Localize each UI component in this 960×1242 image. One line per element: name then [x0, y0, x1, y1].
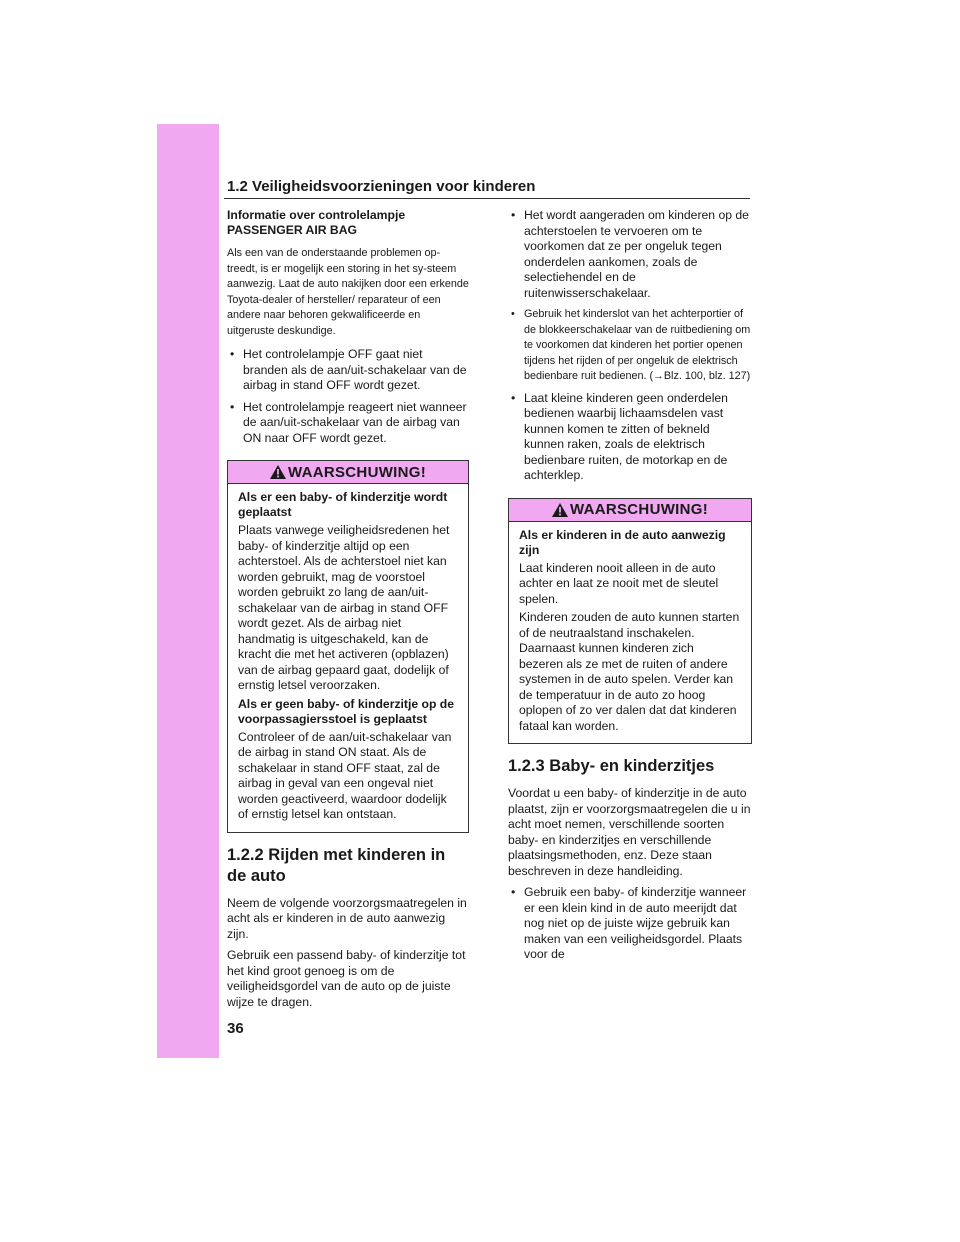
list-item — [508, 208, 752, 301]
warning-triangle-icon — [552, 503, 568, 517]
right-column — [508, 208, 752, 969]
page-number: 36 — [227, 1020, 244, 1037]
bullet-dot-icon: • — [511, 208, 516, 222]
warning-title: WAARSCHUWING! — [287, 463, 427, 481]
warning-header — [509, 499, 751, 522]
indicator-heading-line2: PASSENGER AIR BAG — [227, 223, 358, 237]
indicator-intro: Als een van de onderstaande problemen op-treedt, is er mogelijk een storing in het sy-steem aanwezig. Laat de auto nakijken door een erkende Toyota-dealer of hersteller/ reparateur of een andere naar behoren gekwalificeerde en uitgeruste deskundige. — [227, 247, 469, 337]
warning-text: Controleer of de aan/uit-schakelaar van de airbag in stand ON staat. Als de schakelaar in stand OFF staat, zal de airbag in geval van een ongeval niet worden geactiveerd, waardoor dodelijk of ernstig letsel kan ontstaan. — [238, 729, 452, 821]
paragraph: Gebruik een passend baby- of kinderzitje tot het kind groot genoeg is om de veiligheidsgordel van de auto op de juiste wijze te dragen. — [227, 948, 466, 1009]
list-item-text: Het wordt aangeraden om kinderen op de achterstoelen te vervoeren om te voorkomen dat ze per ongeluk tegen onderdelen aankomen, zoals de selectiehendel en de ruitenwisserschakelaar. — [524, 208, 749, 300]
warning-subheading: Als er een baby- of kinderzitje wordt geplaatst — [238, 490, 448, 519]
warning-body — [228, 484, 468, 832]
warning-text: Plaats vanwege veiligheidsredenen het baby- of kinderzitje altijd op een achterstoel. Als de achterstoel niet kan worden gebruikt, mag de voorstoel worden gebruikt zo lang de aan/uit-schakelaar van de airbag in stand OFF wordt gezet. Als de airbag niet handmatig is uitgeschakeld, kan de kracht die met het activeren (opblazen) van de airbag gepaard gaat, dodelijk of ernstig letsel veroorzaken. — [238, 523, 450, 692]
bullet-dot-icon: • — [511, 390, 516, 405]
list-item-text: Gebruik een baby- of kinderzitje wanneer er een klein kind in de auto meerijdt dat nog niet op de juiste wijze gebruik kan maken van een veiligheidsgordel. Plaats voor de — [524, 885, 747, 961]
list-item-text: Het controlelampje reageert niet wanneer de aan/uit-schakelaar van de airbag van ON naar OFF wordt gezet. — [243, 399, 467, 445]
bullet-dot-icon: • — [511, 308, 515, 320]
warning-title: WAARSCHUWING! — [569, 501, 709, 518]
section-heading: 1.2.2 Rijden met kinderen in de auto — [227, 845, 446, 885]
bullet-dot-icon: • — [230, 399, 235, 414]
warning-text: Kinderen zouden de auto kunnen starten of de neutraalstand inschakelen. Daarnaast kunnen kinderen zich bezeren als ze met de ruiten of andere systemen in de auto spelen. Verder kan de temperatuur in de auto zo hoog oplopen of zo ver dalen dat dat kinderen fataal kan worden. — [519, 610, 740, 733]
bullet-dot-icon: • — [511, 885, 516, 899]
list-item-text: Gebruik het kinderslot van het achterportier of de blokkeerschakelaar van de ruitbediening om te voorkomen dat kinderen het portier openen tijdens het rijden of per ongeluk de elektrisch bedienbare ruit bedienen. (→Blz. 100, blz. 127) — [524, 308, 751, 382]
warning-box — [227, 460, 469, 833]
list-item — [508, 391, 752, 484]
list-item-text: Laat kleine kinderen geen onderdelen bedienen waarbij lichaamsdelen vast kunnen komen te zitten of bekneld kunnen raken, zoals de elektrisch bedienbare ruiten, de motorkap en de achterklep. — [524, 390, 728, 482]
warning-subheading: Als er geen baby- of kinderzitje op de voorpassagiersstoel is geplaatst — [238, 696, 455, 726]
paragraph: Voordat u een baby- of kinderzitje in de auto plaatst, zijn er voorzorgsmaatregelen die u in acht moet nemen, verschillende soorten baby- en kinderzitjes en verschillende plaatsingsmethoden, enz. Deze staan beschreven in deze handleiding. — [508, 786, 751, 878]
list-item — [508, 307, 752, 385]
list-item — [227, 347, 469, 394]
list-item — [227, 400, 469, 447]
left-column — [227, 208, 469, 1016]
warning-box — [508, 498, 752, 745]
warning-triangle-icon — [270, 465, 286, 479]
list-item — [508, 885, 752, 963]
warning-text: Laat kinderen nooit alleen in de auto achter en laat ze nooit met de sleutel spelen. — [519, 560, 719, 606]
section-heading: 1.2.3 Baby- en kinderzitjes — [508, 757, 715, 775]
list-item-text: Het controlelampje OFF gaat niet branden als de aan/uit-schakelaar van de airbag in stand OFF wordt gezet. — [243, 347, 467, 392]
bullet-dot-icon: • — [230, 347, 235, 361]
side-tab-marker — [157, 124, 219, 1058]
warning-header — [228, 461, 468, 484]
section-header-title: 1.2 Veiligheidsvoorzieningen voor kinderen — [227, 178, 536, 195]
paragraph: Neem de volgende voorzorgsmaatregelen in acht als er kinderen in de auto aanwezig zijn. — [227, 895, 467, 941]
warning-subheading: Als er kinderen in de auto aanwezig zijn — [519, 527, 726, 557]
warning-body — [509, 522, 751, 744]
header-rule — [224, 198, 750, 199]
indicator-heading-line1: Informatie over controlelampje — [227, 208, 406, 222]
indicator-heading — [227, 208, 469, 238]
